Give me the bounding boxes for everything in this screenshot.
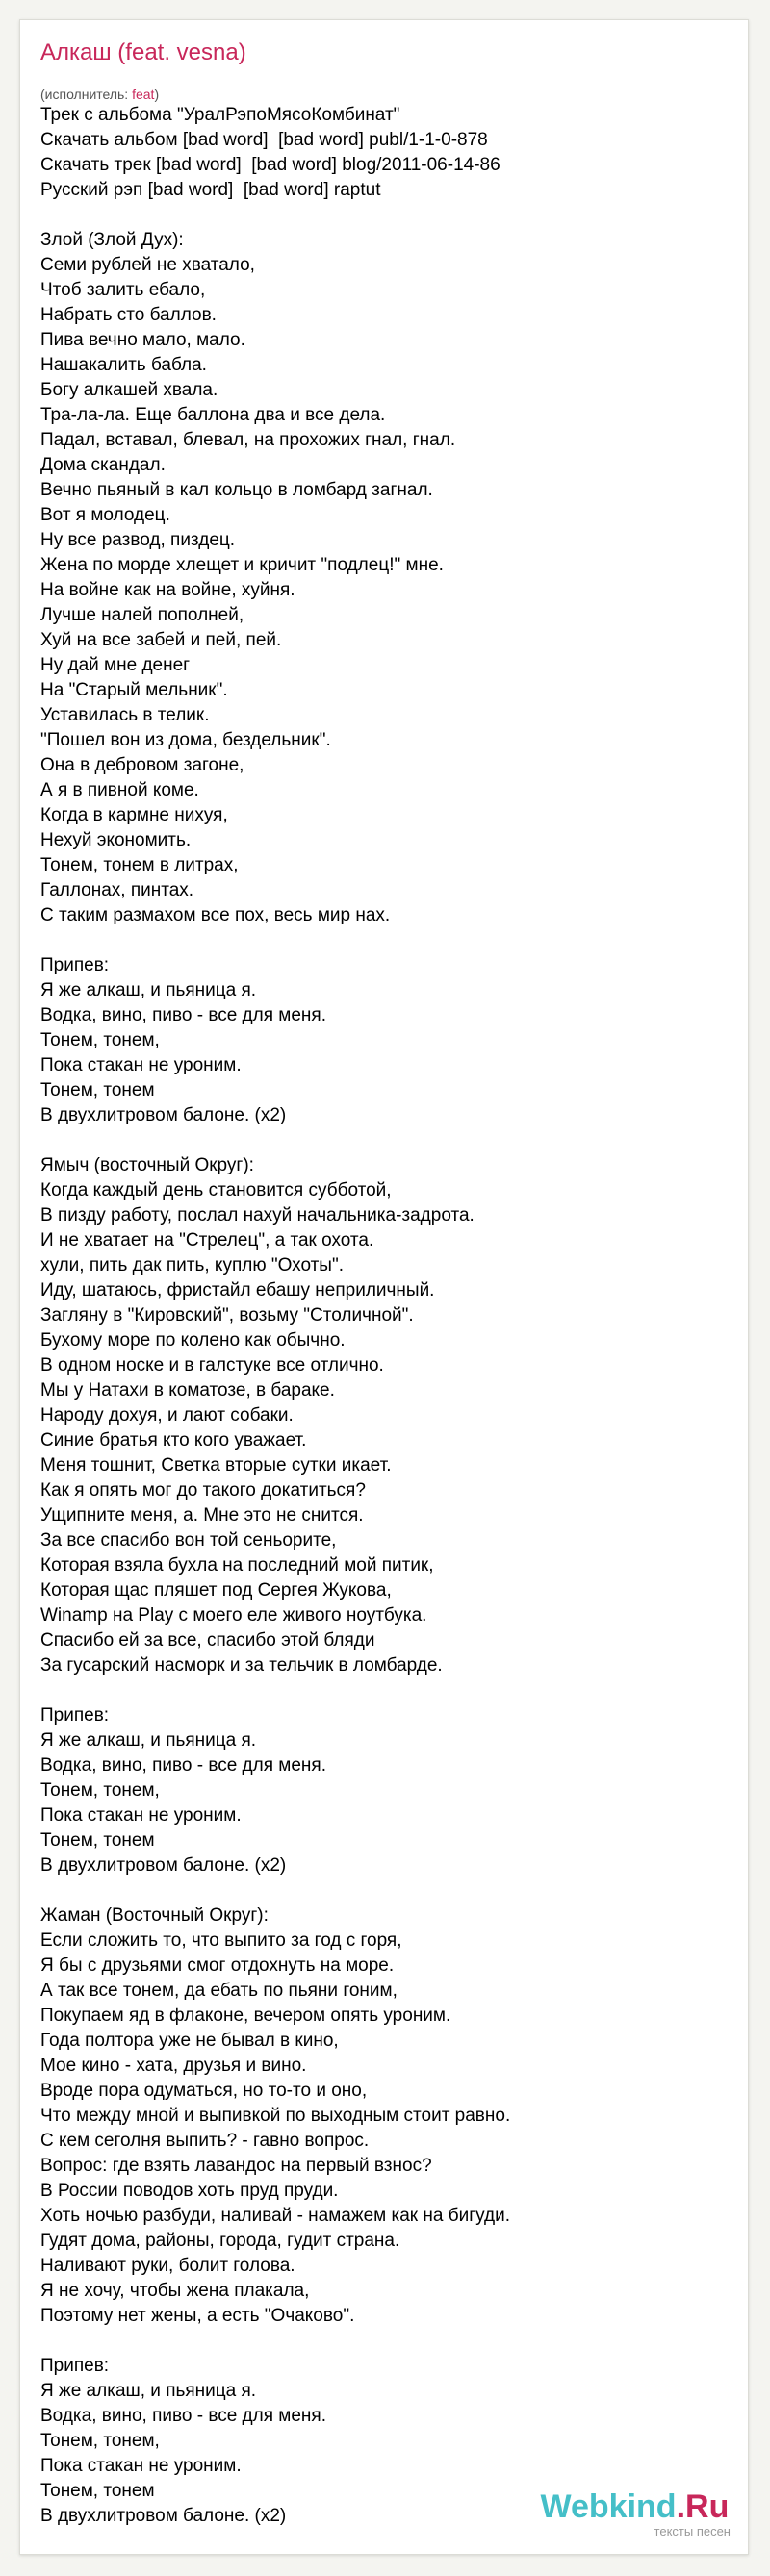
content-card	[19, 19, 749, 2555]
logo-tagline: тексты песен	[654, 2524, 731, 2538]
logo-main-text: Webkind	[540, 2488, 677, 2525]
song-title: Алкаш (feat. vesna)	[40, 39, 246, 65]
site-logo[interactable]	[541, 2488, 731, 2538]
performer-suffix: )	[154, 87, 160, 102]
lyrics-text: Трек с альбома "УралРэпоМясоКомбинат" Скачать альбом [bad word] [bad word] publ/1-1-0-878 Скачать трек [bad word] [bad word] blog/2011-06-14-86 Русский рэп [bad word] [bad word] raptut Злой (Злой Дух): Семи рублей не хватало, Чтоб залить ебало, Набрать сто баллов. Пива вечно мало, мало. Нашакалить бабла. Богу алкашей хвала. Тра-ла-ла. Еще баллона два и все дела. Падал, вставал, блевал, на прохожих гнал, гнал. Дома скандал. Вечно пьяный в кал кольцо в ломбард загнал. Вот я молодец. Ну все развод, пиздец. Жена по морде хлещет и кричит "подлец!" мне. На войне как на войне, хуйня. Лучше налей пополней, Хуй на все забей и пей, пей. Ну дай мне денег На "Старый мельник". Уставилась в телик. "Пошел вон из дома, бездельник". Она в дебровом загоне, А я в пивной коме. Когда в кармне нихуя, Нехуй экономить. Тонем, тонем в литрах, Галлонах, пинтах. С таким размахом все пох, весь мир нах. Припев: Я же алкаш, и пьяница я. Водка, вино, пиво - все для меня. Тонем, тонем, Пока стакан не уроним. Тонем, тонем В двухлитровом балоне. (x2) Ямыч (восточный Округ): Когда каждый день становится субботой, В пизду работу, послал нахуй начальника-задрота. И не хватает на "Стрелец", а так охота. хули, пить дак пить, куплю "Охоты". Иду, шатаюсь, фристайл ебашу неприличный. Загляну в "Кировский", возьму "Столичной". Бухому море по колено как обычно. В одном носке и в галстуке все отлично. Мы у Натахи в коматозе, в бараке. Народу дохуя, и лают собаки. Синие братья кто кого уважает. Меня тошнит, Светка вторые сутки икает. Как я опять мог до такого докатиться? Ущипните меня, а. Мне это не снится. За все спасибо вон той сеньорите, Которая взяла бухла на последний мой питик, Которая щас пляшет под Сергея Жукова, Winamp на Play с моего еле живого ноутбука. Спасибо ей за все, спасибо этой бляди За гусарский насморк и за тельчик в ломбарде. Припев: Я же алкаш, и пьяница я. Водка, вино, пиво - все для меня. Тонем, тонем, Пока стакан не уроним. Тонем, тонем В двухлитровом балоне. (x2) Жаман (Восточный Округ): Если сложить то, что выпито за год с горя, Я бы с друзьями смог отдохнуть на море. А так все тонем, да ебать по пьяни гоним, Покупаем яд в флаконе, вечером опять уроним. Года полтора уже не бывал в кино, Мое кино - хата, друзья и вино. Вроде пора одуматься, но то-то и оно, Что между мной и выпивкой по выходным стоит равно. С кем сеголня выпить? - гавно вопрос. Вопрос: где взять лавандос на первый взнос? В России поводов хоть пруд пруди. Хоть ночью разбуди, наливай - намажем как на бигуди. Гудят дома, районы, города, гудит страна. Наливают руки, болит голова. Я не хочу, чтобы жена плакала, Поэтому нет жены, а есть "Очаково". Припев: Я же алкаш, и пьяница я. Водка, вино, пиво - все для меня. Тонем, тонем, Пока стакан не уроним. Тонем, тонем В двухлитровом балоне. (x2)	[40, 105, 511, 2526]
performer-prefix: (исполнитель:	[40, 87, 133, 102]
performer-link[interactable]: feat	[132, 87, 155, 102]
logo-tld: .Ru	[676, 2488, 730, 2525]
logo-wordmark	[541, 2488, 731, 2525]
performer-line	[40, 86, 159, 103]
